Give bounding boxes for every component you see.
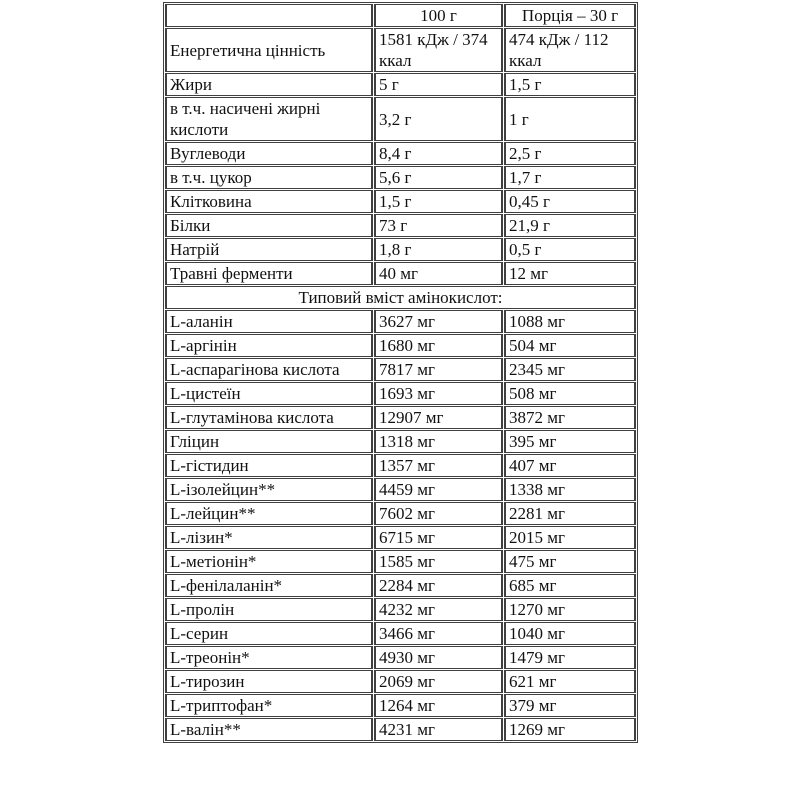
value-portion: 2015 мг bbox=[504, 526, 636, 549]
value-100g: 7602 мг bbox=[374, 502, 503, 525]
row-label: Жири bbox=[165, 73, 373, 96]
table-row bbox=[165, 310, 636, 333]
table-header bbox=[165, 4, 636, 27]
value-100g: 5,6 г bbox=[374, 166, 503, 189]
nutrition-table-body bbox=[165, 28, 636, 741]
table-row bbox=[165, 646, 636, 669]
table-row bbox=[165, 550, 636, 573]
value-portion: 1 г bbox=[504, 97, 636, 141]
table-row bbox=[165, 622, 636, 645]
table-row bbox=[165, 430, 636, 453]
value-portion: 407 мг bbox=[504, 454, 636, 477]
table-row bbox=[165, 28, 636, 72]
table-row bbox=[165, 73, 636, 96]
value-100g: 2284 мг bbox=[374, 574, 503, 597]
value-100g: 1357 мг bbox=[374, 454, 503, 477]
row-label: Травні ферменти bbox=[165, 262, 373, 285]
value-portion: 504 мг bbox=[504, 334, 636, 357]
value-100g: 1264 мг bbox=[374, 694, 503, 717]
row-label: L-лейцин** bbox=[165, 502, 373, 525]
value-100g: 1693 мг bbox=[374, 382, 503, 405]
value-100g: 1,8 г bbox=[374, 238, 503, 261]
table-row bbox=[165, 238, 636, 261]
value-portion: 1,7 г bbox=[504, 166, 636, 189]
value-100g: 4231 мг bbox=[374, 718, 503, 741]
value-100g: 40 мг bbox=[374, 262, 503, 285]
value-100g: 1680 мг bbox=[374, 334, 503, 357]
value-portion: 12 мг bbox=[504, 262, 636, 285]
value-100g: 1581 кДж / 374 ккал bbox=[374, 28, 503, 72]
value-100g: 6715 мг bbox=[374, 526, 503, 549]
value-portion: 1338 мг bbox=[504, 478, 636, 501]
value-100g: 2069 мг bbox=[374, 670, 503, 693]
row-label: L-ізолейцин** bbox=[165, 478, 373, 501]
value-portion: 0,45 г bbox=[504, 190, 636, 213]
table-row bbox=[165, 166, 636, 189]
value-portion: 21,9 г bbox=[504, 214, 636, 237]
value-portion: 2281 мг bbox=[504, 502, 636, 525]
value-portion: 1040 мг bbox=[504, 622, 636, 645]
row-label: L-аспарагінова кислота bbox=[165, 358, 373, 381]
amino-acids-section-title: Типовий вміст амінокислот: bbox=[165, 286, 636, 309]
section-header-row bbox=[165, 286, 636, 309]
value-portion: 474 кДж / 112 ккал bbox=[504, 28, 636, 72]
table-row bbox=[165, 214, 636, 237]
table-row bbox=[165, 670, 636, 693]
value-100g: 3466 мг bbox=[374, 622, 503, 645]
value-100g: 1585 мг bbox=[374, 550, 503, 573]
value-100g: 73 г bbox=[374, 214, 503, 237]
value-100g: 3,2 г bbox=[374, 97, 503, 141]
value-100g: 3627 мг bbox=[374, 310, 503, 333]
value-portion: 3872 мг bbox=[504, 406, 636, 429]
value-100g: 12907 мг bbox=[374, 406, 503, 429]
header-portion-30g: Порція – 30 г bbox=[504, 4, 636, 27]
row-label: L-цистеїн bbox=[165, 382, 373, 405]
value-portion: 2345 мг bbox=[504, 358, 636, 381]
value-100g: 4232 мг bbox=[374, 598, 503, 621]
row-label: L-треонін* bbox=[165, 646, 373, 669]
row-label: Клітковина bbox=[165, 190, 373, 213]
table-row bbox=[165, 454, 636, 477]
row-label: L-серин bbox=[165, 622, 373, 645]
row-label: Білки bbox=[165, 214, 373, 237]
value-portion: 0,5 г bbox=[504, 238, 636, 261]
row-label: L-гістидин bbox=[165, 454, 373, 477]
table-row bbox=[165, 382, 636, 405]
row-label: L-глутамінова кислота bbox=[165, 406, 373, 429]
table-row bbox=[165, 574, 636, 597]
value-100g: 7817 мг bbox=[374, 358, 503, 381]
table-row bbox=[165, 478, 636, 501]
value-100g: 1,5 г bbox=[374, 190, 503, 213]
row-label: L-аргінін bbox=[165, 334, 373, 357]
value-portion: 508 мг bbox=[504, 382, 636, 405]
row-label: Гліцин bbox=[165, 430, 373, 453]
nutrition-table bbox=[163, 2, 638, 743]
value-portion: 1088 мг bbox=[504, 310, 636, 333]
table-row bbox=[165, 190, 636, 213]
value-100g: 4930 мг bbox=[374, 646, 503, 669]
value-portion: 1270 мг bbox=[504, 598, 636, 621]
value-portion: 475 мг bbox=[504, 550, 636, 573]
row-label: в т.ч. цукор bbox=[165, 166, 373, 189]
value-portion: 1,5 г bbox=[504, 73, 636, 96]
row-label: L-пролін bbox=[165, 598, 373, 621]
value-portion: 2,5 г bbox=[504, 142, 636, 165]
value-portion: 1269 мг bbox=[504, 718, 636, 741]
value-100g: 1318 мг bbox=[374, 430, 503, 453]
row-label: в т.ч. насичені жирні кислоти bbox=[165, 97, 373, 141]
table-row bbox=[165, 718, 636, 741]
value-portion: 685 мг bbox=[504, 574, 636, 597]
table-row bbox=[165, 358, 636, 381]
table-row bbox=[165, 502, 636, 525]
table-row bbox=[165, 526, 636, 549]
table-row bbox=[165, 97, 636, 141]
table-row bbox=[165, 598, 636, 621]
table-row bbox=[165, 406, 636, 429]
value-portion: 621 мг bbox=[504, 670, 636, 693]
value-100g: 8,4 г bbox=[374, 142, 503, 165]
value-100g: 5 г bbox=[374, 73, 503, 96]
row-label: L-фенілаланін* bbox=[165, 574, 373, 597]
table-row bbox=[165, 262, 636, 285]
row-label: Вуглеводи bbox=[165, 142, 373, 165]
nutrition-table-container bbox=[163, 2, 638, 743]
row-label: L-лізин* bbox=[165, 526, 373, 549]
value-portion: 1479 мг bbox=[504, 646, 636, 669]
row-label: L-тирозин bbox=[165, 670, 373, 693]
header-100g: 100 г bbox=[374, 4, 503, 27]
value-portion: 379 мг bbox=[504, 694, 636, 717]
table-row bbox=[165, 142, 636, 165]
row-label: L-аланін bbox=[165, 310, 373, 333]
value-portion: 395 мг bbox=[504, 430, 636, 453]
row-label: Енергетична цінність bbox=[165, 28, 373, 72]
row-label: L-триптофан* bbox=[165, 694, 373, 717]
table-row bbox=[165, 334, 636, 357]
row-label: L-метіонін* bbox=[165, 550, 373, 573]
row-label: L-валін** bbox=[165, 718, 373, 741]
table-row bbox=[165, 694, 636, 717]
value-100g: 4459 мг bbox=[374, 478, 503, 501]
header-empty-cell bbox=[165, 4, 373, 27]
row-label: Натрій bbox=[165, 238, 373, 261]
header-row bbox=[165, 4, 636, 27]
